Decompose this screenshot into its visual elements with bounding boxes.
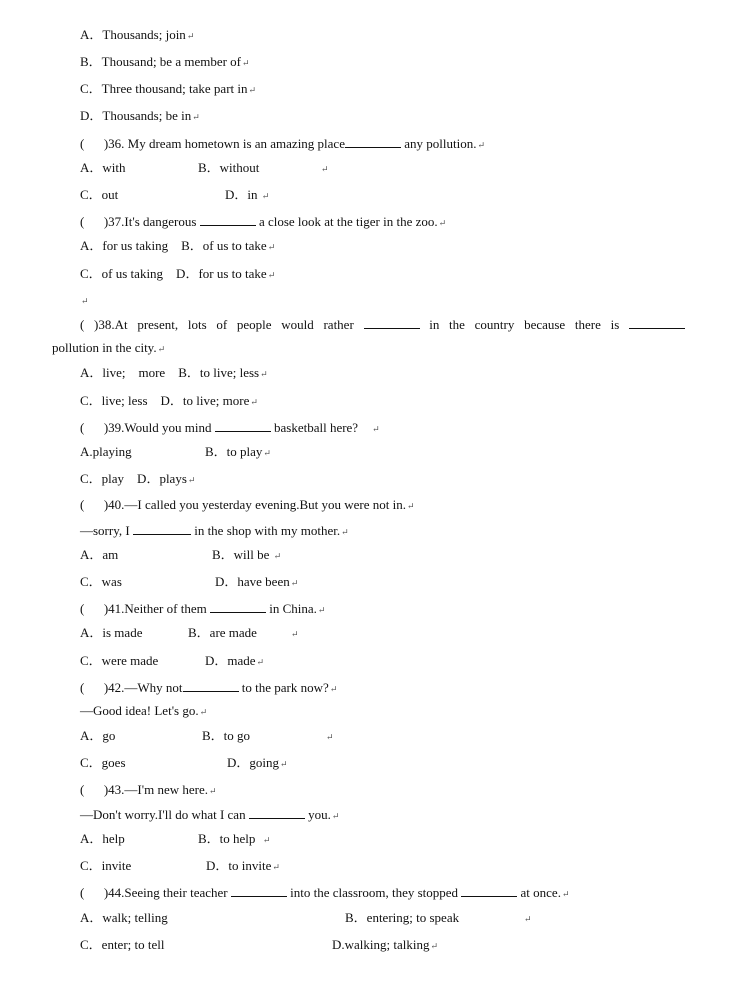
question-42-reply: —Good idea! Let's go.↵ bbox=[80, 703, 208, 718]
option-a: A.playing bbox=[80, 444, 132, 459]
answer-blank bbox=[200, 213, 256, 226]
option-b: B．entering; to speak bbox=[345, 910, 460, 925]
option-d: D．in ↵ bbox=[225, 187, 270, 202]
question-37: ( )37.It's dangerous a close look at the tiger in the zoo.↵ bbox=[80, 214, 447, 229]
return-mark-icon: ↵ bbox=[250, 397, 258, 407]
option-line: A．for us taking B．of us to take↵ bbox=[80, 238, 276, 253]
question-44: ( )44.Seeing their teacher into the classroom, they stopped at once.↵ bbox=[80, 885, 570, 900]
return-mark-icon: ↵ bbox=[438, 218, 447, 228]
option-d: D．going↵ bbox=[227, 755, 288, 770]
return-mark-icon: ↵ bbox=[242, 58, 250, 68]
return-mark-icon: ↵ bbox=[477, 140, 485, 150]
option-c: C．goes bbox=[80, 755, 126, 770]
option-a: A．am bbox=[80, 547, 119, 562]
question-39: ( )39.Would you mind basketball here? ↵ bbox=[80, 420, 380, 435]
question-41: ( )41.Neither of them in China.↵ bbox=[80, 601, 326, 616]
return-mark-icon: ↵ bbox=[317, 605, 326, 615]
return-mark-icon: ↵ bbox=[256, 657, 265, 667]
return-mark-icon: ↵ bbox=[372, 424, 380, 434]
answer-blank bbox=[249, 806, 305, 819]
answer-blank bbox=[133, 522, 191, 535]
return-mark-icon: ↵ bbox=[260, 369, 268, 379]
answer-blank bbox=[215, 419, 271, 432]
option-b: B．to play↵ bbox=[205, 444, 271, 459]
return-mark-icon: ↵ bbox=[192, 112, 200, 122]
return-mark-icon: ↵ bbox=[186, 31, 195, 41]
question-40-reply: —sorry, I in the shop with my mother.↵ bbox=[80, 523, 349, 538]
return-mark-icon: ↵ bbox=[273, 551, 282, 561]
return-mark-icon: ↵ bbox=[261, 191, 270, 201]
answer-blank bbox=[364, 316, 420, 329]
return-mark-icon: ↵ bbox=[208, 786, 217, 796]
option-a: A．help bbox=[80, 831, 125, 846]
answer-blank bbox=[183, 679, 239, 692]
option-b: B．to go bbox=[202, 728, 251, 743]
question-42: ( )42.—Why not to the park now?↵ bbox=[80, 680, 338, 695]
option-d: D．have been↵ bbox=[215, 574, 299, 589]
option-line: B．Thousand; be a member of↵ bbox=[80, 54, 250, 69]
return-mark-icon: ↵ bbox=[561, 889, 570, 899]
option-c: C．was bbox=[80, 574, 122, 589]
option-b: B．will be ↵ bbox=[212, 547, 282, 562]
answer-blank bbox=[345, 135, 401, 148]
return-mark-icon: ↵ bbox=[407, 501, 415, 511]
answer-blank bbox=[629, 316, 685, 329]
return-mark-icon: ↵ bbox=[524, 914, 532, 924]
option-d: D.walking; talking↵ bbox=[332, 937, 439, 952]
return-mark-icon: ↵ bbox=[157, 344, 166, 354]
option-line: C．play D．plays↵ bbox=[80, 471, 196, 486]
return-mark-icon: ↵ bbox=[326, 732, 334, 742]
return-mark-icon: ↵ bbox=[280, 759, 288, 769]
option-line: C．Three thousand; take part in↵ bbox=[80, 81, 257, 96]
return-mark-icon: ↵ bbox=[321, 164, 329, 174]
return-mark-icon: ↵ bbox=[248, 85, 257, 95]
option-a: A．walk; telling bbox=[80, 910, 168, 925]
return-mark-icon: ↵ bbox=[272, 862, 280, 872]
return-mark-icon: ↵ bbox=[430, 941, 439, 951]
question-38: ( )38.At present, lots of people would rather in the country because there is bbox=[80, 316, 685, 333]
option-a: A．go bbox=[80, 728, 116, 743]
return-mark-icon: ↵ bbox=[263, 448, 271, 458]
return-mark-icon: ↵ bbox=[81, 296, 89, 306]
return-mark-icon: ↵ bbox=[187, 475, 196, 485]
question-40: ( )40.—I called you yesterday evening.But you were not in.↵ bbox=[80, 497, 415, 512]
question-36: ( )36. My dream hometown is an amazing place any pollution.↵ bbox=[80, 136, 485, 151]
return-mark-icon: ↵ bbox=[267, 270, 276, 280]
option-line: C．live; less D．to live; more↵ bbox=[80, 393, 258, 408]
option-line: A．Thousands; join↵ bbox=[80, 27, 195, 42]
option-c: C．out bbox=[80, 187, 119, 202]
option-line: A．live; more B．to live; less↵ bbox=[80, 365, 268, 380]
return-mark-icon: ↵ bbox=[291, 629, 299, 639]
option-line: C．of us taking D．for us to take↵ bbox=[80, 266, 276, 281]
option-line: D．Thousands; be in↵ bbox=[80, 108, 200, 123]
empty-line bbox=[80, 292, 89, 309]
return-mark-icon: ↵ bbox=[267, 242, 276, 252]
option-d: D．to invite↵ bbox=[206, 858, 280, 873]
question-38-continued: pollution in the city.↵ bbox=[52, 340, 166, 355]
question-43-reply: —Don't worry.I'll do what I can you.↵ bbox=[80, 807, 340, 822]
option-c: C．enter; to tell bbox=[80, 937, 165, 952]
option-d: D．made↵ bbox=[205, 653, 265, 668]
answer-blank bbox=[231, 884, 287, 897]
return-mark-icon: ↵ bbox=[199, 707, 208, 717]
option-b: B．without bbox=[198, 160, 260, 175]
answer-blank bbox=[210, 600, 266, 613]
return-mark-icon: ↵ bbox=[290, 578, 299, 588]
return-mark-icon: ↵ bbox=[262, 835, 271, 845]
option-b: B．are made bbox=[188, 625, 257, 640]
return-mark-icon: ↵ bbox=[329, 684, 338, 694]
answer-blank bbox=[461, 884, 517, 897]
question-43: ( )43.—I'm new here.↵ bbox=[80, 782, 217, 797]
option-a: A．is made bbox=[80, 625, 143, 640]
option-b: B．to help ↵ bbox=[198, 831, 271, 846]
return-mark-icon: ↵ bbox=[341, 527, 349, 537]
option-a: A．with bbox=[80, 160, 126, 175]
return-mark-icon: ↵ bbox=[331, 811, 340, 821]
option-c: C．were made bbox=[80, 653, 159, 668]
option-c: C．invite bbox=[80, 858, 132, 873]
